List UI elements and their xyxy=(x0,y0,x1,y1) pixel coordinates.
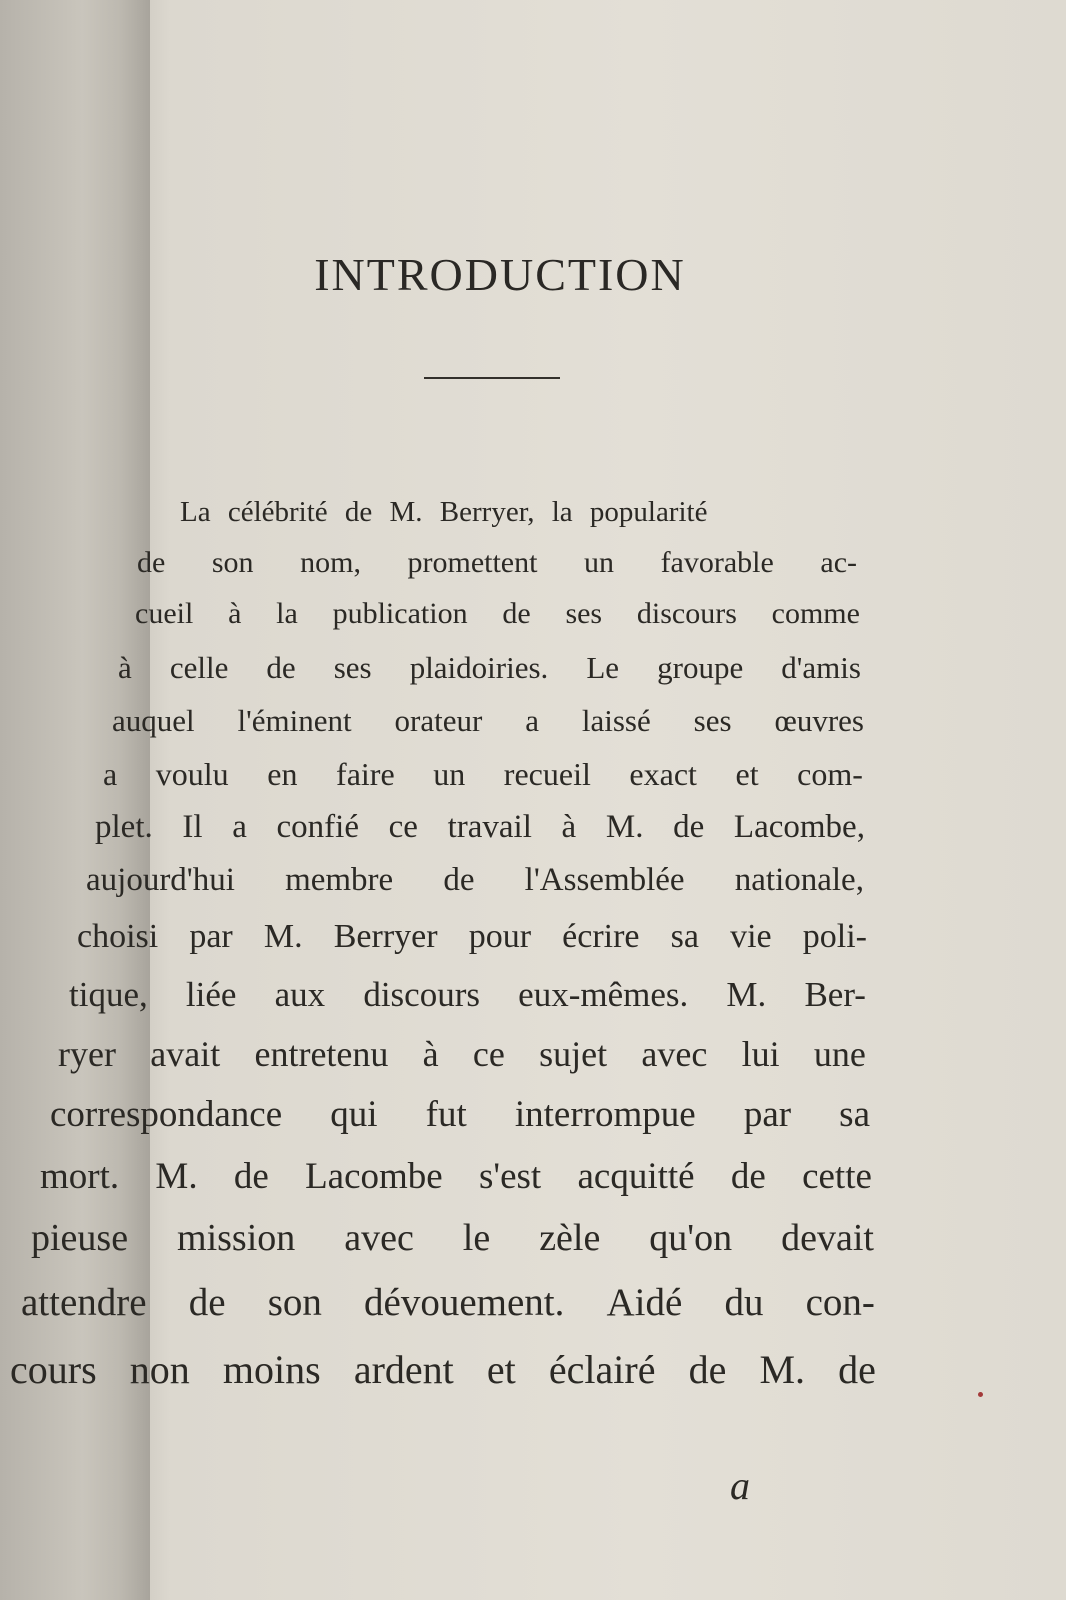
line-11: ryer avait entretenu à ce sujet avec lui une xyxy=(58,1034,866,1074)
line-5: auquel l'éminent orateur a laissé ses œuvres xyxy=(112,703,864,738)
line-16: cours non moins ardent et éclairé de M. de xyxy=(10,1347,876,1392)
line-6: a voulu en faire un recueil exact et com- xyxy=(103,756,863,792)
line-4: à celle de ses plaidoiries. Le groupe d'amis xyxy=(118,650,861,685)
title-rule xyxy=(424,377,560,379)
line-8: aujourd'hui membre de l'Assemblée nationale, xyxy=(86,862,864,898)
line-13: mort. M. de Lacombe s'est acquitté de cette xyxy=(40,1156,872,1197)
line-12: correspondance qui fut interrompue par sa xyxy=(50,1094,870,1135)
line-3: cueil à la publication de ses discours comme xyxy=(135,597,860,630)
page-folio: a xyxy=(730,1463,750,1508)
line-15: attendre de son dévouement. Aidé du con- xyxy=(21,1281,875,1324)
line-14: pieuse mission avec le zèle qu'on devait xyxy=(31,1217,874,1259)
paper-speck xyxy=(978,1392,983,1397)
line-9: choisi par M. Berryer pour écrire sa vie poli- xyxy=(77,918,867,955)
line-1: La célébrité de M. Berryer, la popularité xyxy=(180,496,708,528)
line-7: plet. Il a confié ce travail à M. de Lacombe, xyxy=(95,809,865,845)
line-2: de son nom, promettent un favorable ac- xyxy=(137,546,857,579)
page-title: INTRODUCTION xyxy=(314,249,686,300)
line-10: tique, liée aux discours eux-mêmes. M. Ber- xyxy=(69,975,866,1014)
